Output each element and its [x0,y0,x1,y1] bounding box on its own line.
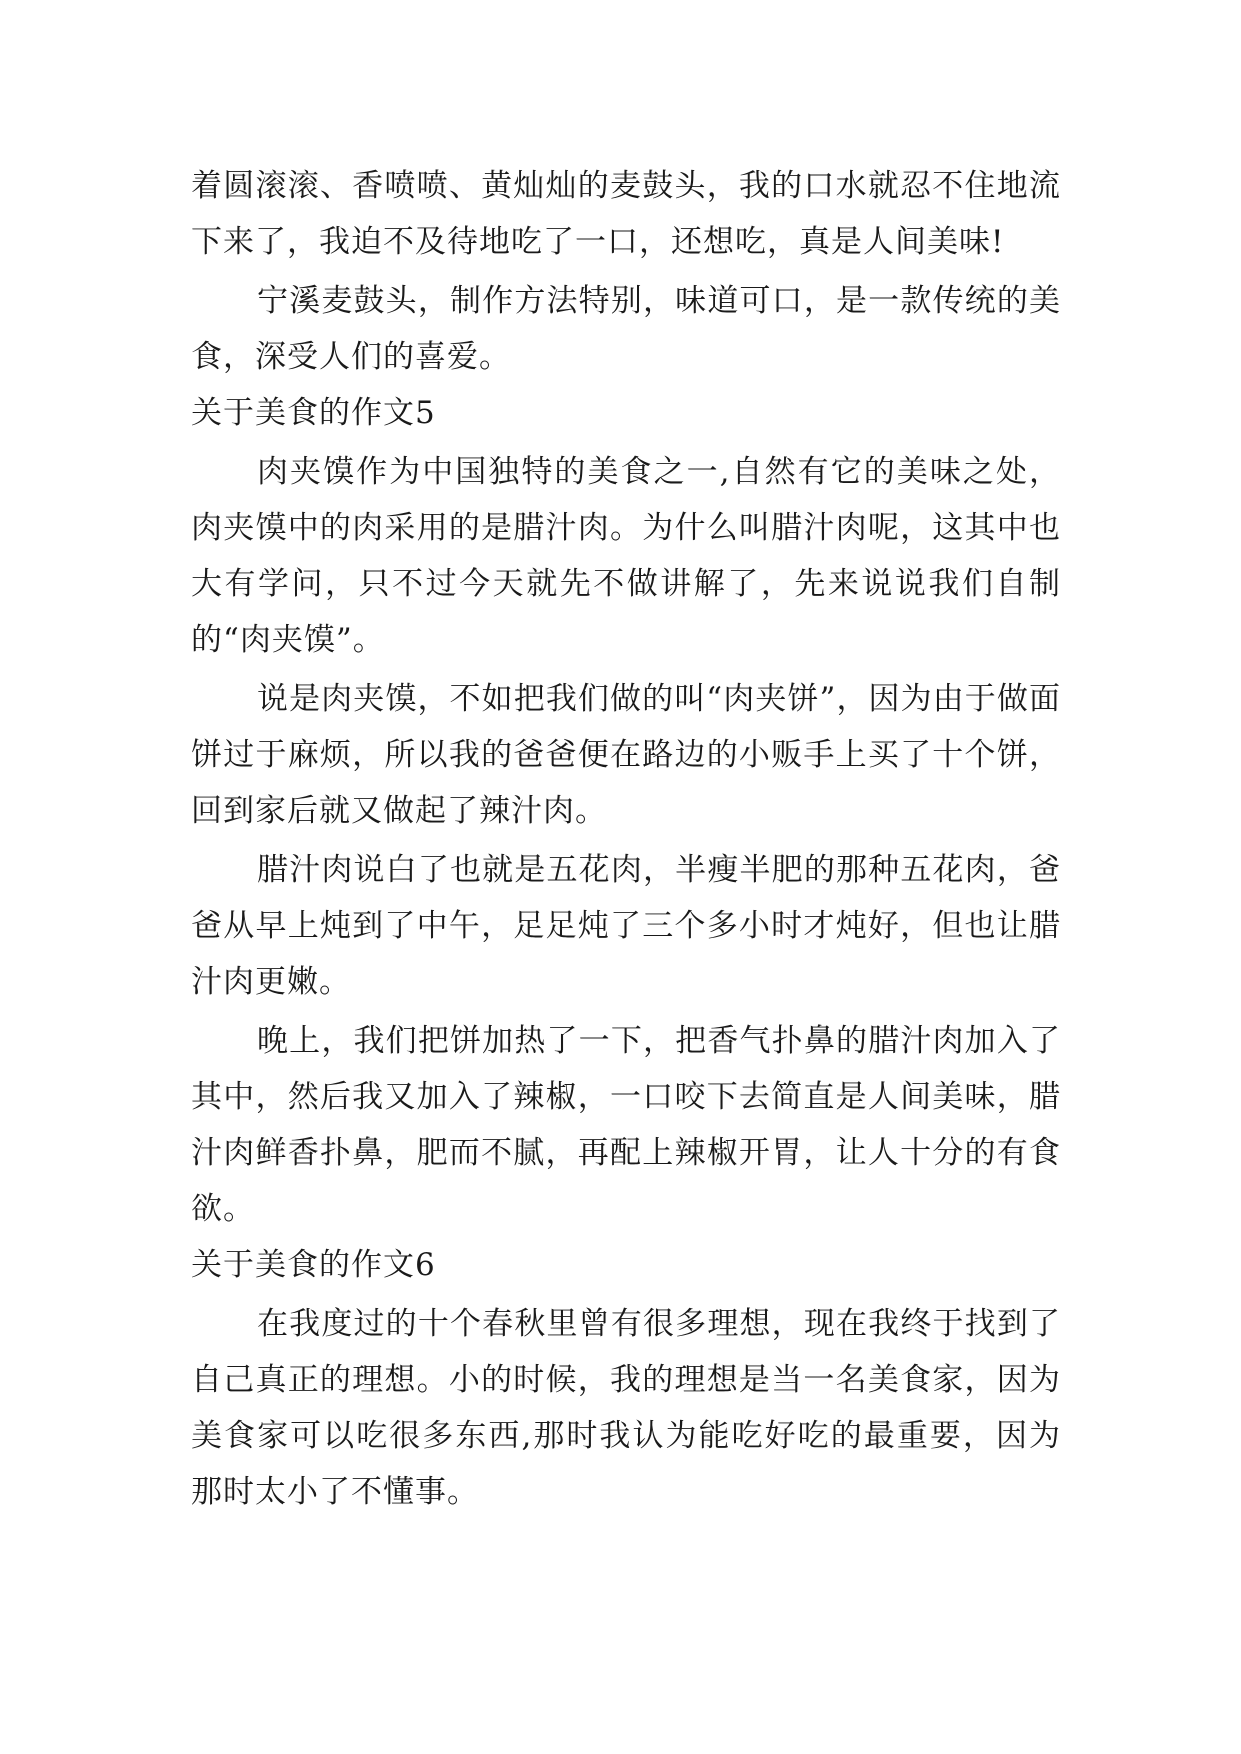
document-body [191,158,1061,1520]
paragraph: 在我度过的十个春秋里曾有很多理想，现在我终于找到了自己真正的理想。小的时候，我的理想是当一名美食家，因为美食家可以吃很多东西,那时我认为能吃好吃的最重要，因为那时太小了不懂事。 [191,1306,1061,1510]
paragraph-continuation: 着圆滚滚、香喷喷、黄灿灿的麦鼓头，我的口水就忍不住地流下来了，我迫不及待地吃了一口，还想吃，真是人间美味! [191,168,1061,260]
paragraph: 宁溪麦鼓头，制作方法特别，味道可口，是一款传统的美食，深受人们的喜爱。 [191,283,1061,375]
paragraph: 肉夹馍作为中国独特的美食之一,自然有它的美味之处，肉夹馍中的肉采用的是腊汁肉。为什么叫腊汁肉呢，这其中也大有学问，只不过今天就先不做讲解了，先来说说我们自制的“肉夹馍”。 [191,454,1061,658]
paragraph: 晚上，我们把饼加热了一下，把香气扑鼻的腊汁肉加入了其中，然后我又加入了辣椒，一口咬下去简直是人间美味，腊汁肉鲜香扑鼻，肥而不腻，再配上辣椒开胃，让人十分的有食欲。 [191,1023,1061,1227]
paragraph: 说是肉夹馍，不如把我们做的叫“肉夹饼”，因为由于做面饼过于麻烦，所以我的爸爸便在路边的小贩手上买了十个饼，回到家后就又做起了辣汁肉。 [191,681,1061,829]
paragraph: 腊汁肉说白了也就是五花肉，半瘦半肥的那种五花肉，爸爸从早上炖到了中午，足足炖了三个多小时才炖好，但也让腊汁肉更嫩。 [191,852,1061,1000]
section-heading: 关于美食的作文6 [191,1247,436,1283]
section-heading: 关于美食的作文5 [191,395,436,431]
